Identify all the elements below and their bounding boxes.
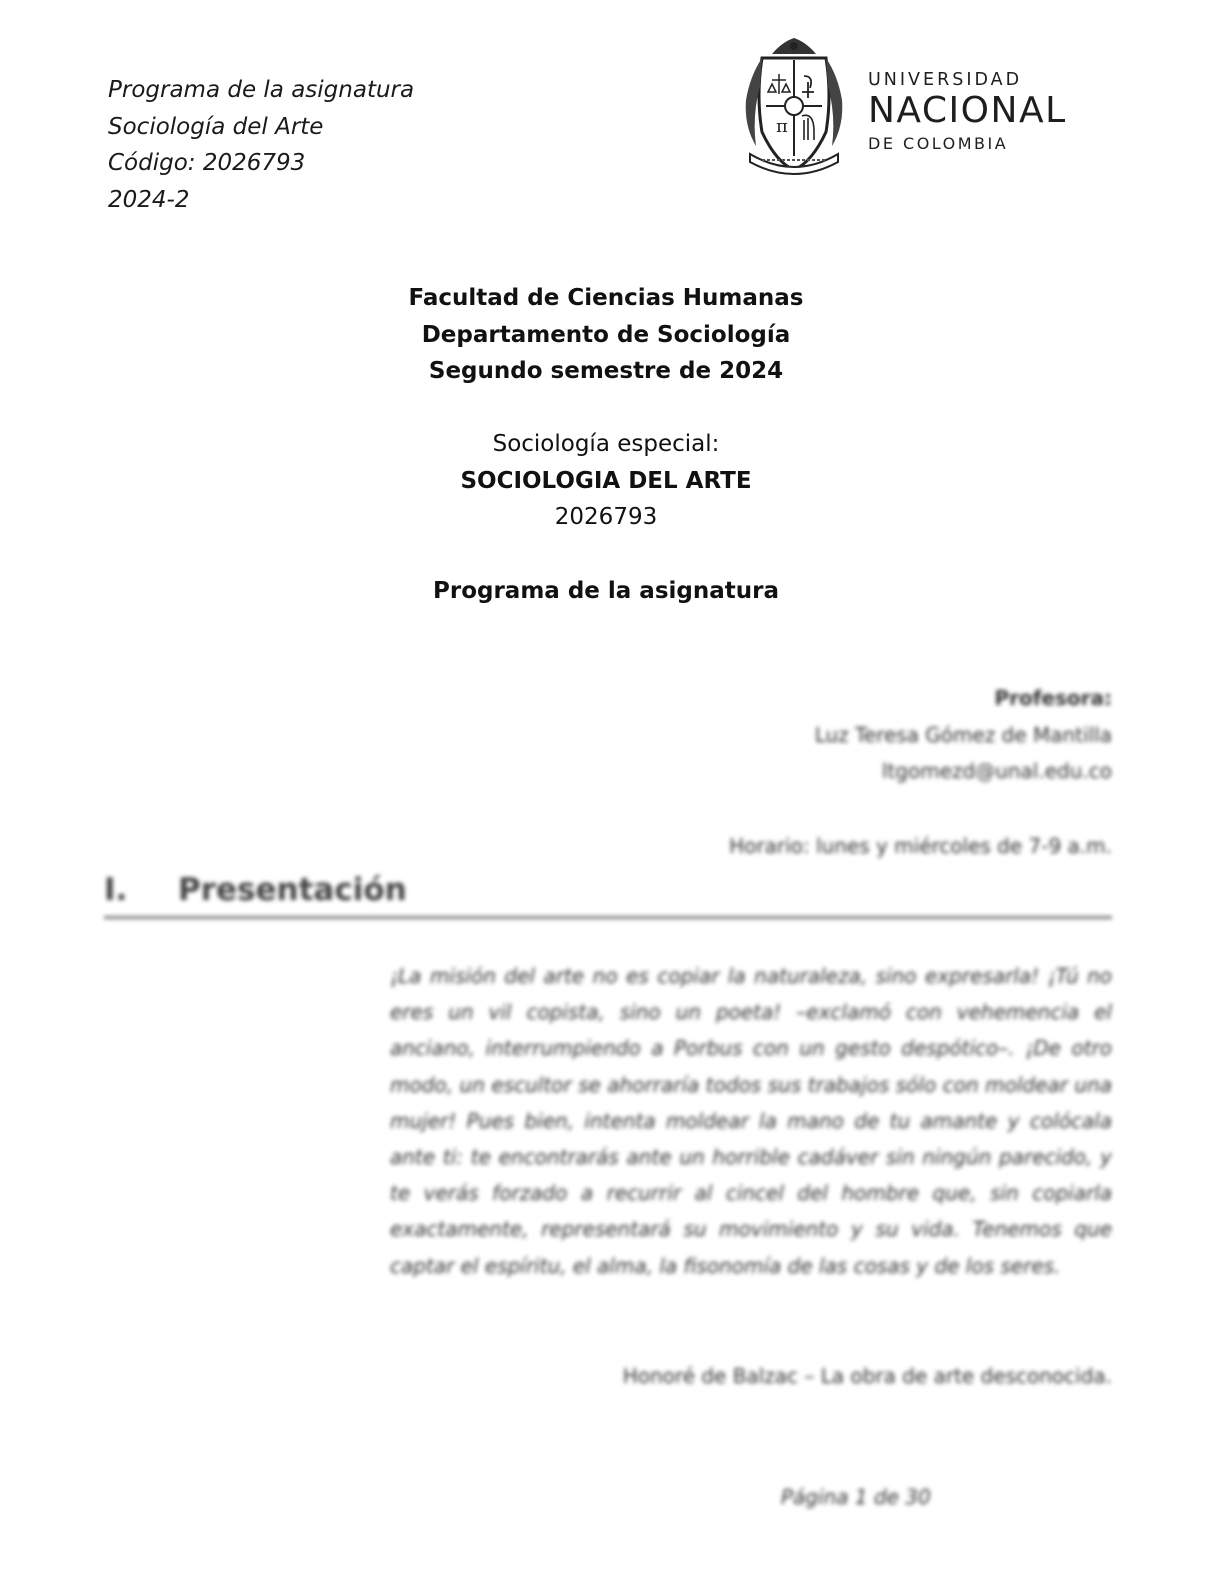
section-number: I. [104,872,128,908]
document-header [108,72,414,218]
course-name: SOCIOLOGIA DEL ARTE [460,467,752,494]
course-type: Sociología especial: [492,431,720,457]
professor-email: ltgomezd@unal.edu.co [881,759,1112,783]
institution-block [0,280,1212,390]
quote-attribution: Honoré de Balzac – La obra de arte desconocida. [622,1364,1112,1388]
faculty-name: Facultad de Ciencias Humanas [408,285,804,311]
professor-label: Profesora: [994,686,1112,710]
header-line-period: 2024-2 [108,186,190,213]
section-heading [104,868,1112,919]
course-code: 2026793 [554,504,658,530]
program-title: Programa de la asignatura [433,578,779,604]
epigraph-quote: ¡La misión del arte no es copiar la naturaleza, sino expresarla! ¡Tú no eres un vil copista, sino un poeta! –exclamó con vehemencia el anciano, interrumpiendo a Porbus con un gesto despótico–. ¡De otro modo, un escultor se ahorraría todos sus trabajos sólo con moldear una mujer! Pues bien, intenta moldear la mano de tu amante y colócala ante ti: te encontrarás ante un horrible cadáver sin ningún parecido, y te verás forzado a recurrir al cincel del hombre que, sin copiarla exactamente, representará su movimiento y su vida. Tenemos que captar el espíritu, el alma, la fisonomía de las cosas y de los seres. [390,964,1112,1278]
logo-text-universidad: UNIVERSIDAD [868,70,1023,90]
header-line-program: Programa de la asignatura [108,77,415,103]
course-block [0,426,1212,536]
header-line-course: Sociología del Arte [108,113,324,140]
section-title: Presentación [178,872,407,908]
page-number: Página 1 de 30 [781,1485,931,1509]
logo-text-nacional: NACIONAL [868,90,1067,131]
schedule: Horario: lunes y miércoles de 7-9 a.m. [729,834,1112,858]
department-name: Departamento de Sociología [421,321,791,348]
semester-label: Segundo semestre de 2024 [428,358,784,384]
logo-text-de-colombia: DE COLOMBIA [868,134,1009,153]
header-line-code: Código: 2026793 [108,150,306,176]
university-logo [742,36,1082,176]
coat-of-arms-icon [742,36,846,176]
svg-text:π: π [776,116,788,137]
professor-block [815,680,1112,790]
professor-name: Luz Teresa Gómez de Mantilla [814,722,1112,747]
